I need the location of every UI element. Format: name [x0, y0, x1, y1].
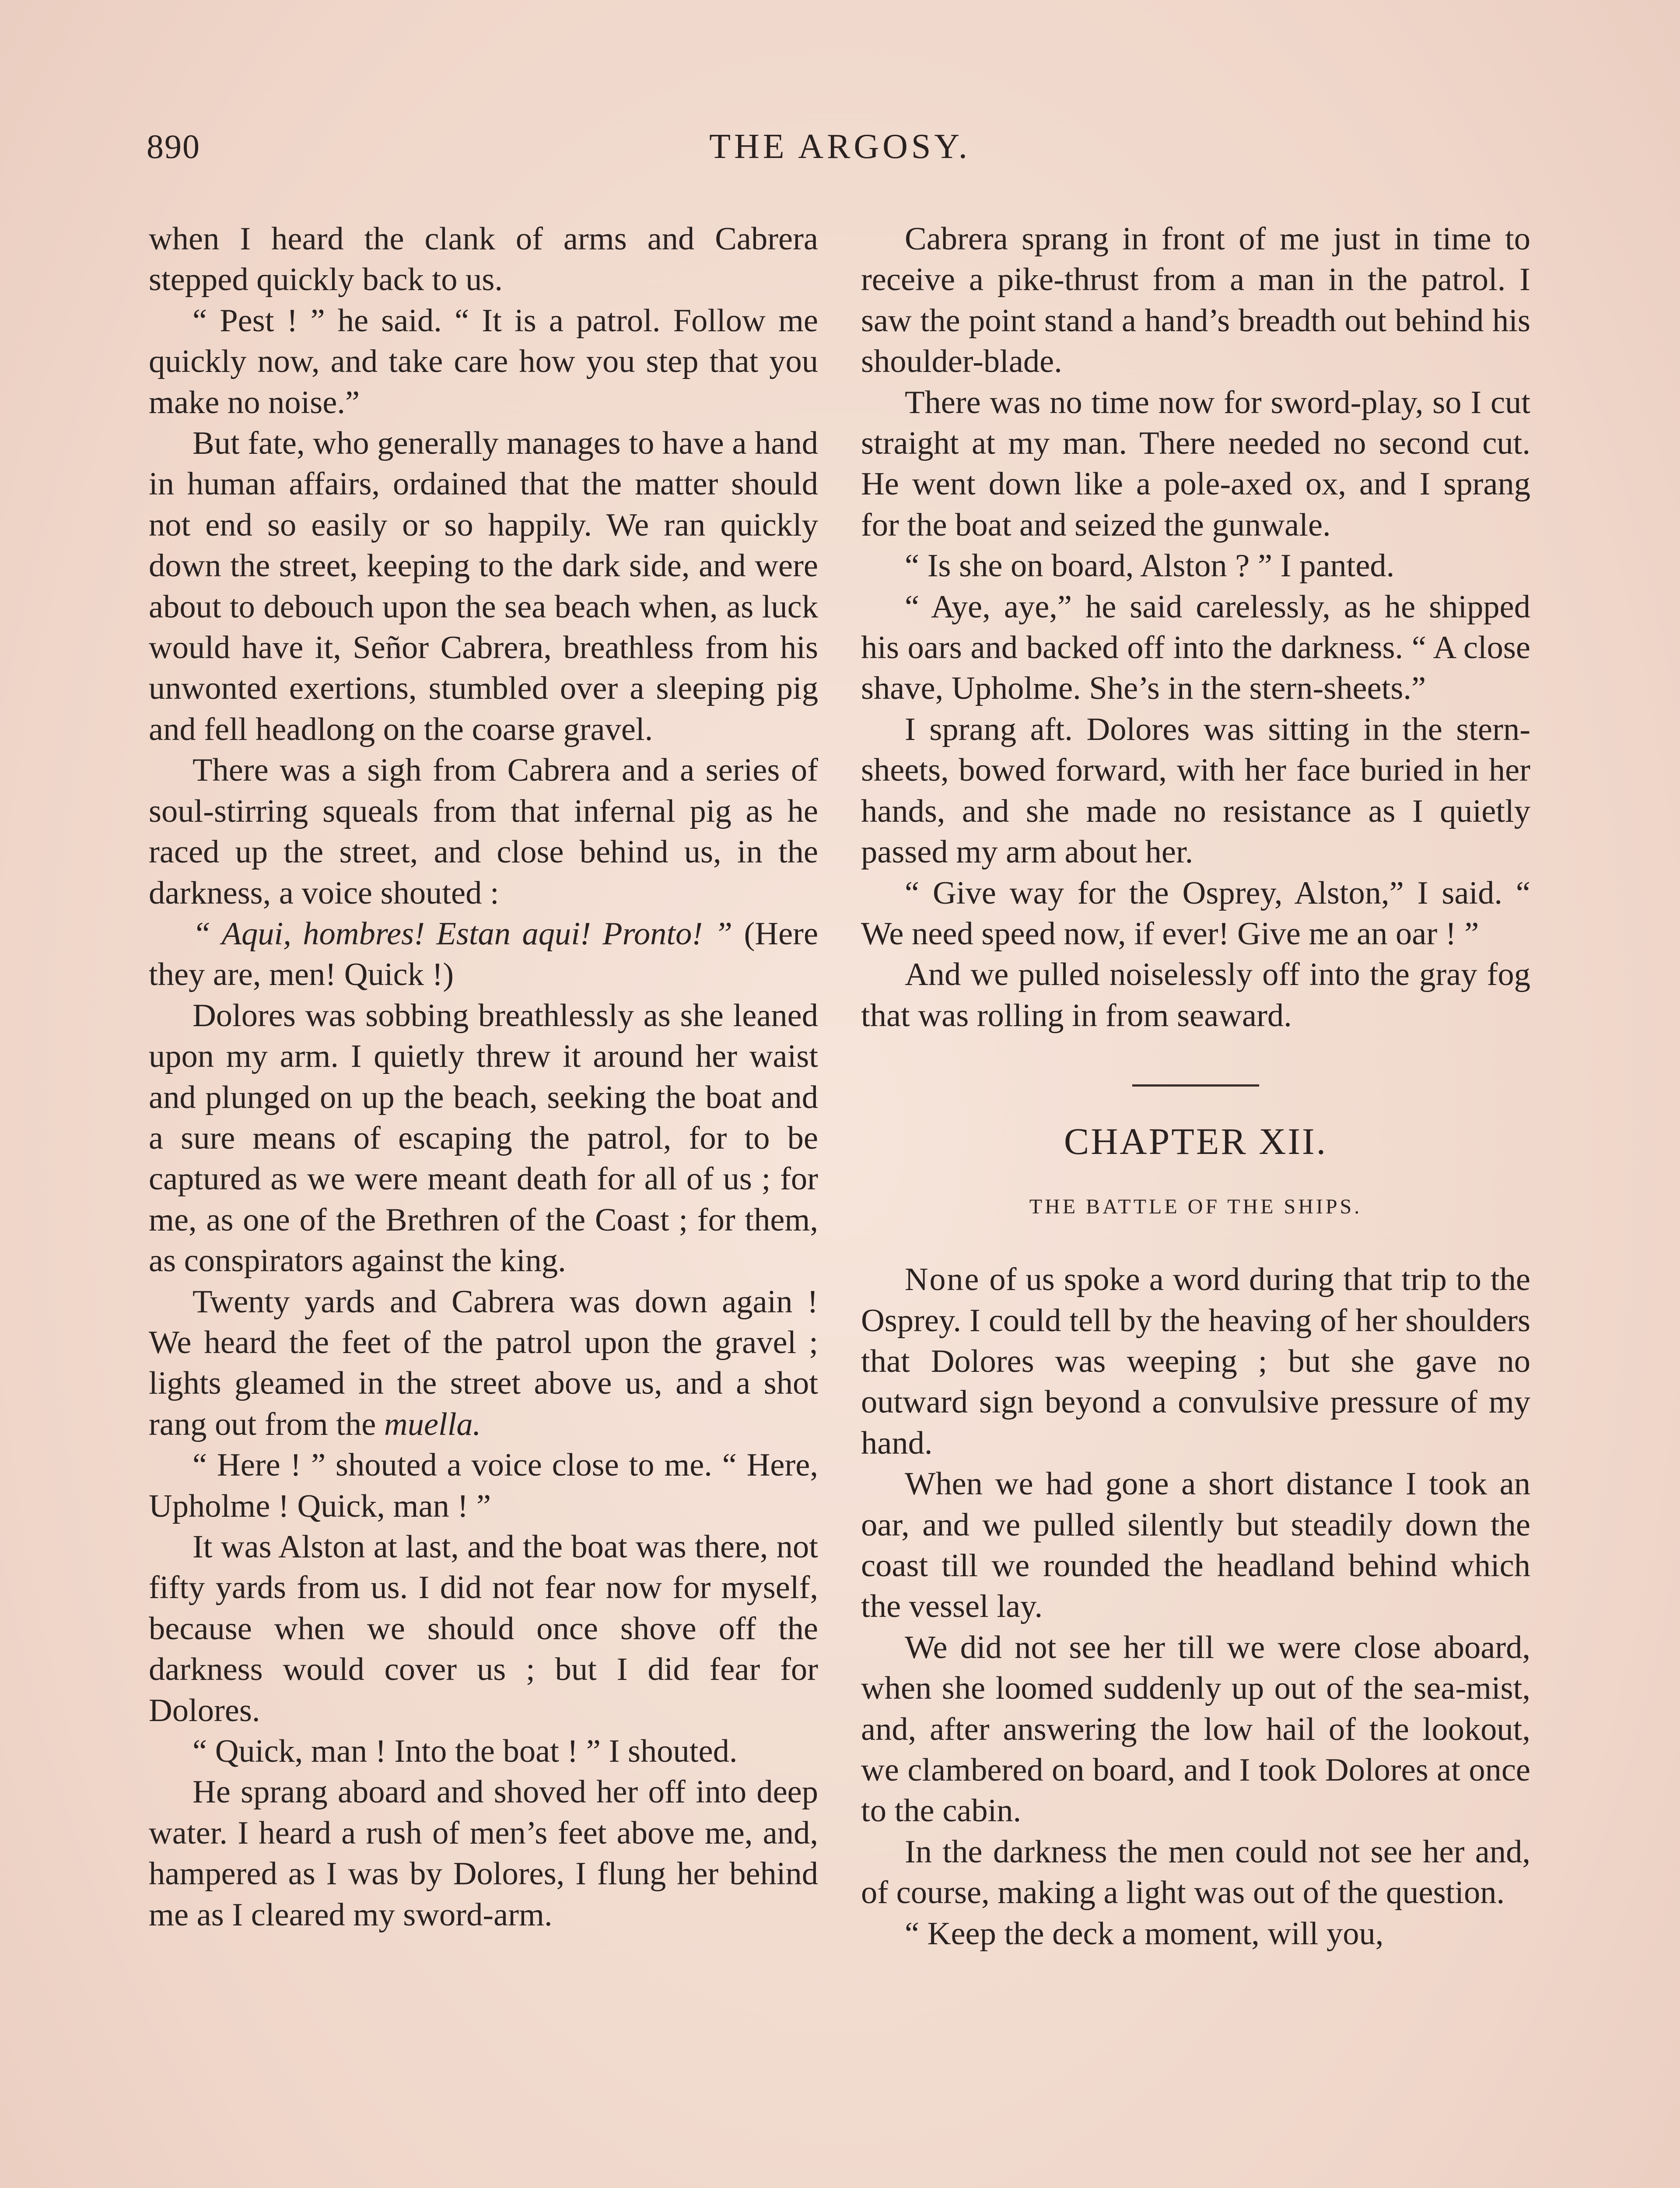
paragraph: “ Here ! ” shouted a voice close to me. “ Here, Upholme ! Quick, man ! ” [149, 1447, 818, 1524]
small-caps-opening: None [905, 1262, 980, 1298]
page-number: 890 [147, 127, 200, 165]
paragraph: “ Pest ! ” he said. “ It is a patrol. Follow me quickly now, and take care how you step that you make no noise.” [149, 302, 818, 421]
chapter-subtitle: THE BATTLE OF THE SHIPS. [1029, 1195, 1362, 1219]
paragraph [149, 1282, 818, 1445]
paragraph: But fate, who generally manages to have a hand in human affairs, ordained that the matter should not end so easily or so happily. We ran quickly down the street, keeping to the dark side, and were about to debouch upon the sea beach when, as luck would have it, Señor Cabrera, breathless from his unwonted exertions, stumbled over a sleeping pig and fell headlong on the coarse gravel. [149, 425, 818, 747]
paragraph: There was a sigh from Cabrera and a series of soul-stirring squeals from that infernal pig as he raced up the street, and close behind us, in the darkness, a voice shouted : [149, 752, 818, 911]
paragraph: I sprang aft. Dolores was sitting in the stern-sheets, bowed forward, with her face buried in her hands, and she made no resistance as I quietly passed my arm about her. [861, 711, 1530, 870]
paragraph: It was Alston at last, and the boat was there, not fifty yards from us. I did not fear now for myself, because when we should once shove off the darkness would cover us ; but I did fear for Dolores. [149, 1529, 818, 1729]
paragraph: When we had gone a short distance I took an oar, and we pulled silently but steadily down the coast till we rounded the headland behind which the vessel lay. [861, 1466, 1530, 1625]
chapter-heading: CHAPTER XII. [1064, 1120, 1328, 1163]
left-column [149, 219, 818, 1936]
paragraph [861, 1259, 1530, 1464]
paragraph: “ Aye, aye,” he said carelessly, as he shipped his oars and backed off into the darkness. “ A close shave, Upholme. She’s in the stern-sheets.” [861, 589, 1530, 707]
right-column [861, 219, 1530, 1954]
paragraph: “ Quick, man ! Into the boat ! ” I shouted. [192, 1733, 738, 1770]
paragraph: Dolores was sobbing breathlessly as she leaned upon my arm. I quietly threw it around her waist and plunged on up the beach, seeking the boat and a sure means of escaping the patrol, for to be captured as we were meant death for all of us ; for me, as one of the Brethren of the Coast ; for them, as conspirators against the king. [149, 997, 818, 1279]
section-divider [1132, 1084, 1259, 1087]
page-header [147, 127, 1533, 175]
italic-word: muella. [384, 1406, 481, 1442]
paragraph: when I heard the clank of arms and Cabrera stepped quickly back to us. [149, 221, 818, 298]
paragraph-text: Twenty yards and Cabrera was down again ! We heard the feet of the patrol upon the gravel ; lights gleamed in the street above us, and a shot rang out from the [149, 1283, 818, 1442]
running-title: THE ARGOSY. [709, 127, 971, 166]
paragraph: He sprang aboard and shoved her off into deep water. I heard a rush of men’s feet above me, and, hampered as I was by Dolores, I flung her behind me as I cleared my sword-arm. [149, 1774, 818, 1933]
paragraph: And we pulled noiselessly off into the gray fog that was rolling in from seaward. [861, 957, 1530, 1034]
paragraph [149, 914, 818, 996]
paragraph: “ Give way for the Osprey, Alston,” I said. “ We need speed now, if ever! Give me an oar ! ” [861, 875, 1530, 952]
paragraph: We did not see her till we were close aboard, when she loomed suddenly up out of the sea-mist, and, after answering the low hail of the lookout, we clambered on board, and I took Dolores at once to the cabin. [861, 1629, 1530, 1829]
paragraph: “ Is she on board, Alston ? ” I panted. [905, 548, 1395, 584]
italic-spanish-shout: “ Aqui, hombres! Estan aqui! Pronto! ” [192, 915, 733, 952]
shout-translation: (Here they are, men! Quick !) [149, 915, 819, 993]
paragraph: Cabrera sprang in front of me just in time to receive a pike-thrust from a man in the patrol. I saw the point stand a hand’s breadth out behind his shoulder-blade. [861, 221, 1530, 380]
paragraph-text: of us spoke a word during that trip to the Osprey. I could tell by the heaving of her shoulders that Dolores was weeping ; but she gave no outward sign beyond a convulsive pressure of my hand. [861, 1262, 1530, 1461]
paragraph: There was no time now for sword-play, so I cut straight at my man. There needed no second cut. He went down like a pole-axed ox, and I sprang for the boat and seized the gunwale. [861, 384, 1530, 543]
paragraph: In the darkness the men could not see her and, of course, making a light was out of the question. [861, 1834, 1530, 1911]
paragraph: “ Keep the deck a moment, will you, [905, 1915, 1384, 1952]
